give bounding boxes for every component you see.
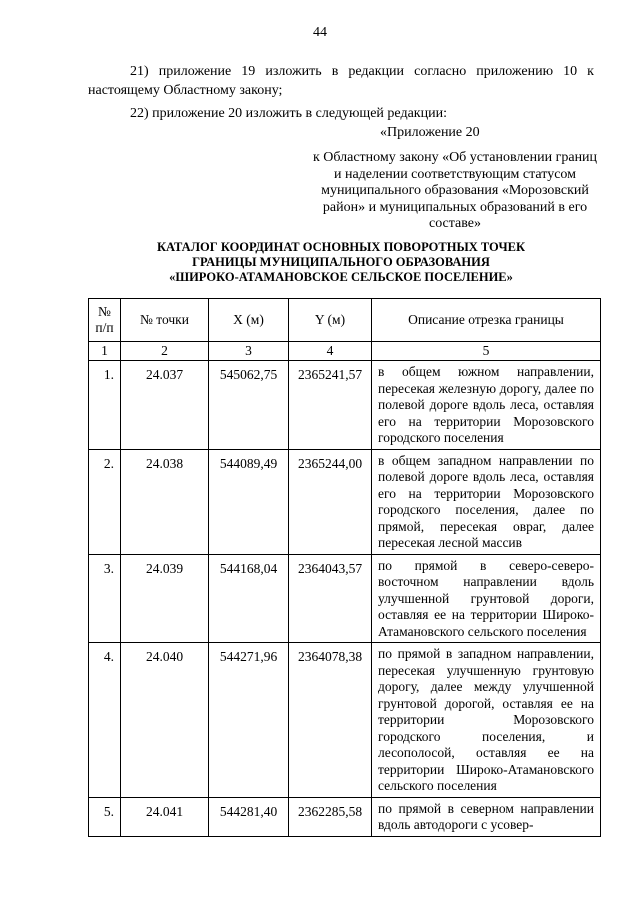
y-coordinate: 2365244,00 [289,449,372,554]
segment-description: в общем западном направлении по полевой дороге вдоль леса, оставляя его на территории Морозовского городского поселения, далее по прямой, пересекая овраг, далее пересекая лесной массив [372,449,601,554]
y-coordinate: 2362285,58 [289,797,372,836]
column-index: 4 [289,342,372,361]
appendix-subtitle: к Областному закону «Об установлении границ и наделении соответствующим статусом муниципального образования «Морозовский район» и муниципальных образований в его составе» [312,150,598,231]
point-number: 24.037 [121,361,209,450]
header-num-line1: № [98,304,111,319]
segment-description: по прямой в северо-северо-восточном направлении вдоль улучшенной грунтовой дороги, оставляя ее на территории Широко-Атамановского сельского поселения [372,554,601,643]
x-coordinate: 544271,96 [209,643,289,798]
header-y: Y (м) [289,299,372,342]
y-coordinate: 2364078,38 [289,643,372,798]
header-num [89,299,121,342]
row-number: 4. [89,643,121,798]
page-number: 44 [313,25,327,40]
row-number: 3. [89,554,121,643]
segment-description: в общем южном направлении, пересекая железную дорогу, далее по полевой дороге вдоль леса, оставляя его на территории Морозовского городского поселения [372,361,601,450]
catalog-title [88,240,594,285]
table-row [89,643,601,798]
y-coordinate: 2365241,57 [289,361,372,450]
segment-description: по прямой в западном направлении, пересекая улучшенную грунтовую дорогу, далее между улучшенной грунтовой дорогой, оставляя ее на территории Морозовского городского поселения, и лесополосой, оставляя ее на территории Широко-Атамановского сельского поселения [372,643,601,798]
table-row [89,554,601,643]
point-number: 24.038 [121,449,209,554]
coordinates-table [88,298,601,837]
column-index: 3 [209,342,289,361]
x-coordinate: 545062,75 [209,361,289,450]
table-header-row [89,299,601,342]
table-row [89,449,601,554]
x-coordinate: 544089,49 [209,449,289,554]
catalog-title-line1: КАТАЛОГ КООРДИНАТ ОСНОВНЫХ ПОВОРОТНЫХ ТОЧЕК [156,240,526,254]
header-description: Описание отрезка границы [372,299,601,342]
paragraph-22: 22) приложение 20 изложить в следующей редакции: [130,106,447,121]
point-number: 24.040 [121,643,209,798]
table-row [89,361,601,450]
column-index-row [89,342,601,361]
appendix-title: «Приложение 20 [380,125,480,140]
header-num-line2: п/п [95,320,114,335]
x-coordinate: 544168,04 [209,554,289,643]
table-row [89,797,601,836]
catalog-title-line2: ГРАНИЦЫ МУНИЦИПАЛЬНОГО ОБРАЗОВАНИЯ [192,255,490,269]
column-index: 2 [121,342,209,361]
row-number: 1. [89,361,121,450]
column-index: 5 [372,342,601,361]
point-number: 24.039 [121,554,209,643]
x-coordinate: 544281,40 [209,797,289,836]
paragraph-21: 21) приложение 19 изложить в редакции согласно приложению 10 к настоящему Областному закону; [88,64,594,98]
header-x: X (м) [209,299,289,342]
row-number: 5. [89,797,121,836]
header-point: № точки [121,299,209,342]
column-index: 1 [89,342,121,361]
point-number: 24.041 [121,797,209,836]
y-coordinate: 2364043,57 [289,554,372,643]
row-number: 2. [89,449,121,554]
catalog-title-line3: «ШИРОКО-АТАМАНОВСКОЕ СЕЛЬСКОЕ ПОСЕЛЕНИЕ» [169,270,513,284]
segment-description: по прямой в северном направлении вдоль автодороги с усовер- [372,797,601,836]
